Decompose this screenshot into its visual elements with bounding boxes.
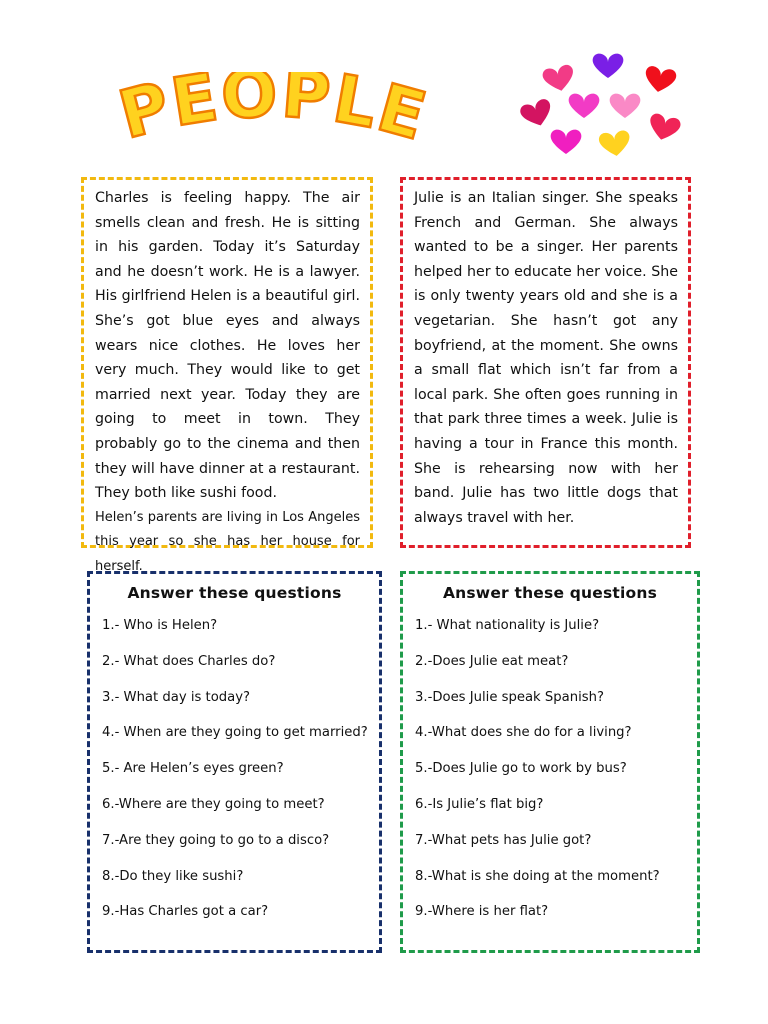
hearts-decoration — [512, 52, 692, 167]
question-item: 2.- What does Charles do? — [102, 653, 276, 669]
question-item: 6.-Where are they going to meet? — [102, 796, 325, 812]
julie-questions-box — [400, 571, 700, 953]
charles-questions-box — [87, 571, 382, 953]
question-item: 5.-Does Julie go to work by bus? — [415, 761, 627, 777]
crimson-heart — [519, 98, 556, 131]
question-item: 1.- Who is Helen? — [102, 618, 218, 633]
question-item: 4.- When are they going to get married? — [102, 725, 368, 741]
question-item: 1.- What nationality is Julie? — [415, 618, 600, 633]
red-heart — [646, 112, 682, 143]
yellow-heart — [598, 130, 632, 158]
purple-heart — [593, 54, 624, 78]
charles-story-text-continued: Helen’s parents are living in Los Angeles this year so she has her house for herself. — [95, 509, 360, 574]
questions-heading: Answer these questions — [127, 584, 342, 602]
question-item: 3.- What day is today? — [102, 689, 251, 705]
page-title — [88, 72, 458, 167]
question-item: 9.-Has Charles got a car? — [102, 904, 269, 920]
julie-story-box — [400, 177, 691, 548]
question-item: 6.-Is Julie’s flat big? — [415, 796, 544, 812]
question-item: 5.- Are Helen’s eyes green? — [102, 761, 284, 777]
charles-story-box — [81, 177, 373, 574]
question-list — [415, 616, 685, 938]
question-item: 9.-Where is her flat? — [415, 904, 549, 920]
question-item: 3.-Does Julie speak Spanish? — [415, 689, 604, 705]
question-item: 2.-Does Julie eat meat? — [415, 653, 569, 669]
question-list — [102, 616, 367, 938]
charles-story-text: Charles is feeling happy. The air smells clean and fresh. He is sitting in his garden. Today it’s Saturday and he doesn’t work. He is a lawyer. His girlfriend Helen is a beautiful girl. She’s got blue eyes and always wears nice clothes. He loves her very much. They would like to get married next year. Today they are going to meet in town. They probably go to the cinema and then they will have dinner at a restaurant. They both like sushi food. — [95, 190, 360, 502]
magenta-heart — [551, 130, 582, 154]
question-item: 8.-Do they like sushi? — [102, 868, 244, 884]
question-item: 7.-What pets has Julie got? — [415, 832, 592, 848]
title-text: PEOPLE — [111, 72, 436, 156]
magenta-heart — [569, 94, 600, 118]
pink-heart — [541, 64, 576, 94]
question-item: 4.-What does she do for a living? — [415, 725, 632, 741]
question-item: 7.-Are they going to go to a disco? — [102, 832, 330, 848]
title-wordart — [88, 72, 458, 167]
julie-story-text: Julie is an Italian singer. She speaks French and German. She always wanted to be a singer. Her parents helped her to educate her voice. She is only twenty years old and she is a vegetarian. She hasn’t got any boyfriend, at the moment. She owns a small flat which isn’t far from a local park. She often goes running in that park three times a week. Julie is having a tour in France this month. She is rehearsing now with her band. Julie has two little dogs that always travel with her. — [414, 190, 678, 526]
questions-heading: Answer these questions — [442, 584, 658, 602]
red-heart — [643, 65, 677, 94]
light-pink-heart — [610, 94, 641, 118]
question-item: 8.-What is she doing at the moment? — [415, 868, 660, 884]
